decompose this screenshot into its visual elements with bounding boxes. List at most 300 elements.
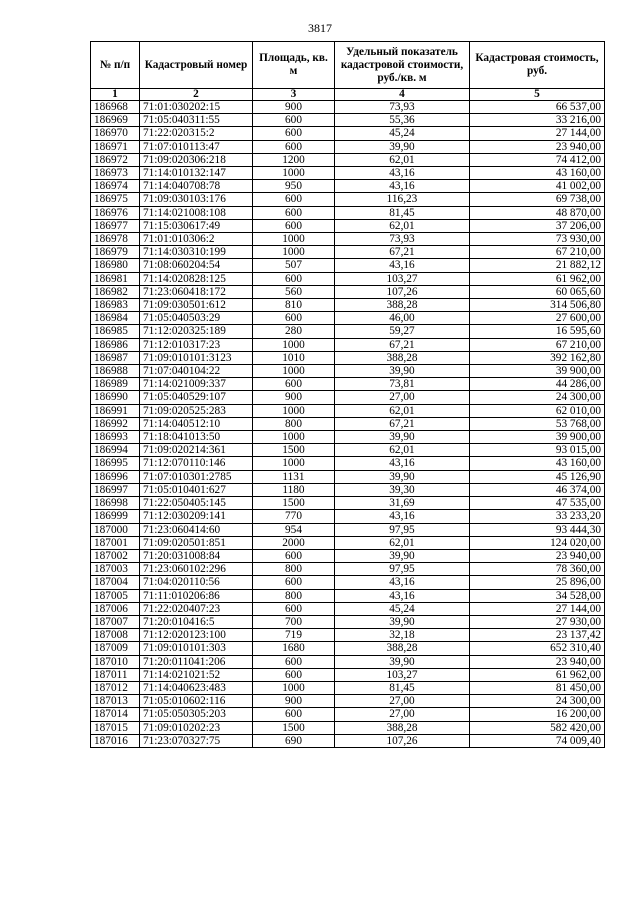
- cadastral-value: 27 600,00: [470, 312, 605, 325]
- cadastral-value: 37 206,00: [470, 219, 605, 232]
- table-row: [91, 404, 605, 417]
- cadastral-value: 33 233,20: [470, 510, 605, 523]
- cadastral-number: 71:07:010301:2785: [140, 470, 253, 483]
- specific-value: 107,26: [335, 734, 470, 747]
- row-number: 187002: [91, 549, 140, 562]
- area-value: 600: [253, 140, 335, 153]
- cadastral-value: 314 506,80: [470, 299, 605, 312]
- cadastral-number: 71:18:041013:50: [140, 431, 253, 444]
- area-value: 900: [253, 695, 335, 708]
- row-number: 186982: [91, 285, 140, 298]
- table-row: [91, 246, 605, 259]
- specific-value: 27,00: [335, 708, 470, 721]
- row-number: 187009: [91, 642, 140, 655]
- row-number: 186970: [91, 127, 140, 140]
- row-number: 187014: [91, 708, 140, 721]
- cadastral-value: 53 768,00: [470, 417, 605, 430]
- table-row: [91, 285, 605, 298]
- row-number: 186984: [91, 312, 140, 325]
- area-value: 2000: [253, 536, 335, 549]
- specific-value: 27,00: [335, 391, 470, 404]
- cadastral-number: 71:14:021021:52: [140, 668, 253, 681]
- row-number: 186978: [91, 233, 140, 246]
- cadastral-value: 23 940,00: [470, 549, 605, 562]
- cadastral-value: 652 310,40: [470, 642, 605, 655]
- area-value: 280: [253, 325, 335, 338]
- area-value: 1131: [253, 470, 335, 483]
- cadastral-value: 46 374,00: [470, 483, 605, 496]
- table-row: [91, 378, 605, 391]
- table-row: [91, 206, 605, 219]
- table-row: [91, 695, 605, 708]
- specific-value: 67,21: [335, 417, 470, 430]
- specific-value: 81,45: [335, 206, 470, 219]
- area-value: 1500: [253, 721, 335, 734]
- table-row: [91, 153, 605, 166]
- area-value: 1680: [253, 642, 335, 655]
- area-value: 1180: [253, 483, 335, 496]
- specific-value: 43,16: [335, 167, 470, 180]
- row-number: 186989: [91, 378, 140, 391]
- specific-value: 103,27: [335, 668, 470, 681]
- area-value: 810: [253, 299, 335, 312]
- table-row: [91, 167, 605, 180]
- row-number: 186993: [91, 431, 140, 444]
- area-value: 600: [253, 602, 335, 615]
- area-value: 1010: [253, 351, 335, 364]
- cadastral-value: 24 300,00: [470, 391, 605, 404]
- cadastral-number: 71:09:010101:303: [140, 642, 253, 655]
- table-row: [91, 549, 605, 562]
- specific-value: 107,26: [335, 285, 470, 298]
- specific-value: 43,16: [335, 576, 470, 589]
- cadastral-value: 67 210,00: [470, 338, 605, 351]
- cadastral-number: 71:09:030103:176: [140, 193, 253, 206]
- specific-value: 39,90: [335, 549, 470, 562]
- area-value: 1000: [253, 338, 335, 351]
- cadastral-value: 62 010,00: [470, 404, 605, 417]
- area-value: 600: [253, 206, 335, 219]
- table-row: [91, 233, 605, 246]
- header-cadastral-number: Кадастровый номер: [140, 42, 253, 89]
- cadastral-number: 71:14:040512:10: [140, 417, 253, 430]
- cadastral-number: 71:05:040529:107: [140, 391, 253, 404]
- area-value: 600: [253, 114, 335, 127]
- table-row: [91, 721, 605, 734]
- header-col-index: 2: [140, 89, 253, 101]
- cadastral-value: 582 420,00: [470, 721, 605, 734]
- table-row: [91, 391, 605, 404]
- cadastral-value: 93 015,00: [470, 444, 605, 457]
- header-col-index: 1: [91, 89, 140, 101]
- table-row: [91, 444, 605, 457]
- cadastral-value: 44 286,00: [470, 378, 605, 391]
- row-number: 186969: [91, 114, 140, 127]
- cadastral-number: 71:14:020828:125: [140, 272, 253, 285]
- table-row: [91, 312, 605, 325]
- row-number: 187000: [91, 523, 140, 536]
- cadastral-value: 61 962,00: [470, 272, 605, 285]
- table-row: [91, 497, 605, 510]
- cadastral-value: 67 210,00: [470, 246, 605, 259]
- cadastral-number: 71:12:020123:100: [140, 629, 253, 642]
- cadastral-number: 71:07:040104:22: [140, 365, 253, 378]
- cadastral-number: 71:14:040708:78: [140, 180, 253, 193]
- row-number: 187011: [91, 668, 140, 681]
- area-value: 690: [253, 734, 335, 747]
- cadastral-number: 71:05:040503:29: [140, 312, 253, 325]
- cadastral-number: 71:09:030501:612: [140, 299, 253, 312]
- row-number: 186996: [91, 470, 140, 483]
- row-number: 186999: [91, 510, 140, 523]
- specific-value: 62,01: [335, 444, 470, 457]
- cadastral-number: 71:09:020501:851: [140, 536, 253, 549]
- table-row: [91, 219, 605, 232]
- row-number: 187015: [91, 721, 140, 734]
- area-value: 1000: [253, 431, 335, 444]
- cadastral-value: 45 126,90: [470, 470, 605, 483]
- cadastral-value: 66 537,00: [470, 101, 605, 114]
- area-value: 900: [253, 101, 335, 114]
- specific-value: 39,30: [335, 483, 470, 496]
- area-value: 1000: [253, 167, 335, 180]
- specific-value: 45,24: [335, 602, 470, 615]
- header-area: Площадь, кв. м: [253, 42, 335, 89]
- cadastral-value: 78 360,00: [470, 563, 605, 576]
- cadastral-number: 71:23:060102:296: [140, 563, 253, 576]
- table-row: [91, 351, 605, 364]
- cadastral-number: 71:22:050405:145: [140, 497, 253, 510]
- area-value: 600: [253, 668, 335, 681]
- cadastral-value: 27 144,00: [470, 602, 605, 615]
- row-number: 186968: [91, 101, 140, 114]
- cadastral-number: 71:09:010101:3123: [140, 351, 253, 364]
- specific-value: 388,28: [335, 351, 470, 364]
- header-col-index: 5: [470, 89, 605, 101]
- row-number: 186980: [91, 259, 140, 272]
- row-number: 186977: [91, 219, 140, 232]
- row-number: 187003: [91, 563, 140, 576]
- table-row: [91, 431, 605, 444]
- cadastral-number: 71:20:011041:206: [140, 655, 253, 668]
- specific-value: 388,28: [335, 721, 470, 734]
- row-number: 187010: [91, 655, 140, 668]
- area-value: 600: [253, 655, 335, 668]
- cadastral-number: 71:14:030310:199: [140, 246, 253, 259]
- row-number: 186998: [91, 497, 140, 510]
- cadastral-value: 34 528,00: [470, 589, 605, 602]
- cadastral-value: 23 137,42: [470, 629, 605, 642]
- table-row: [91, 299, 605, 312]
- area-value: 1500: [253, 497, 335, 510]
- row-number: 186992: [91, 417, 140, 430]
- area-value: 719: [253, 629, 335, 642]
- table-row: [91, 272, 605, 285]
- table-row: [91, 483, 605, 496]
- cadastral-number: 71:20:031008:84: [140, 549, 253, 562]
- specific-value: 45,24: [335, 127, 470, 140]
- cadastral-number: 71:05:040311:55: [140, 114, 253, 127]
- row-number: 187006: [91, 602, 140, 615]
- area-value: 507: [253, 259, 335, 272]
- cadastral-value: 27 144,00: [470, 127, 605, 140]
- specific-value: 39,90: [335, 655, 470, 668]
- specific-value: 67,21: [335, 246, 470, 259]
- row-number: 186987: [91, 351, 140, 364]
- specific-value: 388,28: [335, 299, 470, 312]
- cadastral-value: 16 200,00: [470, 708, 605, 721]
- table-row: [91, 101, 605, 114]
- table-row: [91, 681, 605, 694]
- area-value: 1000: [253, 233, 335, 246]
- cadastral-number: 71:15:030617:49: [140, 219, 253, 232]
- row-number: 187016: [91, 734, 140, 747]
- cadastral-value: 21 882,12: [470, 259, 605, 272]
- area-value: 1000: [253, 404, 335, 417]
- cadastral-value: 24 300,00: [470, 695, 605, 708]
- cadastral-value: 39 900,00: [470, 431, 605, 444]
- header-row-number: № п/п: [91, 42, 140, 89]
- specific-value: 43,16: [335, 589, 470, 602]
- row-number: 187012: [91, 681, 140, 694]
- cadastral-number: 71:09:020525:283: [140, 404, 253, 417]
- cadastral-value: 39 900,00: [470, 365, 605, 378]
- area-value: 1000: [253, 246, 335, 259]
- area-value: 954: [253, 523, 335, 536]
- cadastral-value: 25 896,00: [470, 576, 605, 589]
- area-value: 1200: [253, 153, 335, 166]
- table-row: [91, 615, 605, 628]
- cadastral-value: 23 940,00: [470, 140, 605, 153]
- row-number: 187005: [91, 589, 140, 602]
- table-row: [91, 193, 605, 206]
- cadastral-value: 74 009,40: [470, 734, 605, 747]
- cadastral-number: 71:05:010401:627: [140, 483, 253, 496]
- cadastral-number: 71:09:020214:361: [140, 444, 253, 457]
- row-number: 186985: [91, 325, 140, 338]
- cadastral-number: 71:23:070327:75: [140, 734, 253, 747]
- cadastral-number: 71:14:010132:147: [140, 167, 253, 180]
- cadastral-value: 23 940,00: [470, 655, 605, 668]
- cadastral-value: 61 962,00: [470, 668, 605, 681]
- cadastral-value: 41 002,00: [470, 180, 605, 193]
- cadastral-number: 71:09:010202:23: [140, 721, 253, 734]
- row-number: 186991: [91, 404, 140, 417]
- table-row: [91, 114, 605, 127]
- cadastral-value-table: [90, 41, 605, 748]
- row-number: 186976: [91, 206, 140, 219]
- specific-value: 43,16: [335, 457, 470, 470]
- row-number: 186994: [91, 444, 140, 457]
- row-number: 187004: [91, 576, 140, 589]
- row-number: 186995: [91, 457, 140, 470]
- specific-value: 31,69: [335, 497, 470, 510]
- row-number: 187007: [91, 615, 140, 628]
- specific-value: 27,00: [335, 695, 470, 708]
- specific-value: 59,27: [335, 325, 470, 338]
- cadastral-number: 71:23:060414:60: [140, 523, 253, 536]
- area-value: 1000: [253, 681, 335, 694]
- row-number: 186975: [91, 193, 140, 206]
- table-row: [91, 510, 605, 523]
- cadastral-number: 71:08:060204:54: [140, 259, 253, 272]
- cadastral-number: 71:09:020306:218: [140, 153, 253, 166]
- cadastral-value: 74 412,00: [470, 153, 605, 166]
- cadastral-number: 71:05:010602:116: [140, 695, 253, 708]
- area-value: 1000: [253, 365, 335, 378]
- table-row: [91, 140, 605, 153]
- table-row: [91, 338, 605, 351]
- table-row: [91, 602, 605, 615]
- row-number: 186979: [91, 246, 140, 259]
- area-value: 600: [253, 312, 335, 325]
- specific-value: 32,18: [335, 629, 470, 642]
- cadastral-number: 71:11:010206:86: [140, 589, 253, 602]
- specific-value: 43,16: [335, 510, 470, 523]
- cadastral-number: 71:12:020325:189: [140, 325, 253, 338]
- area-value: 900: [253, 391, 335, 404]
- table-row: [91, 655, 605, 668]
- area-value: 600: [253, 378, 335, 391]
- cadastral-value: 27 930,00: [470, 615, 605, 628]
- table-row: [91, 708, 605, 721]
- specific-value: 43,16: [335, 180, 470, 193]
- specific-value: 39,90: [335, 140, 470, 153]
- area-value: 600: [253, 219, 335, 232]
- specific-value: 55,36: [335, 114, 470, 127]
- area-value: 600: [253, 708, 335, 721]
- specific-value: 103,27: [335, 272, 470, 285]
- table-row: [91, 523, 605, 536]
- specific-value: 39,90: [335, 615, 470, 628]
- table-row: [91, 536, 605, 549]
- specific-value: 97,95: [335, 523, 470, 536]
- area-value: 600: [253, 576, 335, 589]
- specific-value: 39,90: [335, 365, 470, 378]
- cadastral-value: 47 535,00: [470, 497, 605, 510]
- area-value: 800: [253, 563, 335, 576]
- specific-value: 46,00: [335, 312, 470, 325]
- cadastral-number: 71:04:020110:56: [140, 576, 253, 589]
- table-row: [91, 365, 605, 378]
- row-number: 186990: [91, 391, 140, 404]
- area-value: 800: [253, 417, 335, 430]
- cadastral-value: 16 595,60: [470, 325, 605, 338]
- area-value: 950: [253, 180, 335, 193]
- cadastral-number: 71:14:021008:108: [140, 206, 253, 219]
- specific-value: 73,81: [335, 378, 470, 391]
- header-col-index: 4: [335, 89, 470, 101]
- row-number: 186983: [91, 299, 140, 312]
- cadastral-number: 71:22:020315:2: [140, 127, 253, 140]
- area-value: 770: [253, 510, 335, 523]
- table-row: [91, 734, 605, 747]
- table-row: [91, 576, 605, 589]
- header-col-index: 3: [253, 89, 335, 101]
- table-row: [91, 563, 605, 576]
- cadastral-number: 71:01:010306:2: [140, 233, 253, 246]
- row-number: 186986: [91, 338, 140, 351]
- table-row: [91, 417, 605, 430]
- cadastral-number: 71:14:040623:483: [140, 681, 253, 694]
- table-body: [91, 101, 605, 748]
- cadastral-value: 43 160,00: [470, 167, 605, 180]
- cadastral-number: 71:12:010317:23: [140, 338, 253, 351]
- specific-value: 62,01: [335, 219, 470, 232]
- table-row: [91, 259, 605, 272]
- specific-value: 81,45: [335, 681, 470, 694]
- specific-value: 62,01: [335, 536, 470, 549]
- table-row: [91, 180, 605, 193]
- cadastral-number: 71:12:030209:141: [140, 510, 253, 523]
- area-value: 560: [253, 285, 335, 298]
- cadastral-value: 69 738,00: [470, 193, 605, 206]
- row-number: 186974: [91, 180, 140, 193]
- cadastral-number: 71:20:010416:5: [140, 615, 253, 628]
- table-row: [91, 589, 605, 602]
- cadastral-value: 60 065,60: [470, 285, 605, 298]
- row-number: 187001: [91, 536, 140, 549]
- table-row: [91, 457, 605, 470]
- row-number: 186972: [91, 153, 140, 166]
- specific-value: 62,01: [335, 153, 470, 166]
- cadastral-number: 71:01:030202:15: [140, 101, 253, 114]
- area-value: 1500: [253, 444, 335, 457]
- area-value: 600: [253, 549, 335, 562]
- table-row: [91, 325, 605, 338]
- row-number: 186988: [91, 365, 140, 378]
- cadastral-number: 71:07:010113:47: [140, 140, 253, 153]
- row-number: 187008: [91, 629, 140, 642]
- specific-value: 116,23: [335, 193, 470, 206]
- cadastral-value: 93 444,30: [470, 523, 605, 536]
- table-row: [91, 668, 605, 681]
- specific-value: 39,90: [335, 431, 470, 444]
- cadastral-value: 43 160,00: [470, 457, 605, 470]
- table-row: [91, 470, 605, 483]
- row-number: 186997: [91, 483, 140, 496]
- cadastral-value: 124 020,00: [470, 536, 605, 549]
- row-number: 186971: [91, 140, 140, 153]
- cadastral-number: 71:22:020407:23: [140, 602, 253, 615]
- table-row: [91, 127, 605, 140]
- area-value: 600: [253, 127, 335, 140]
- specific-value: 97,95: [335, 563, 470, 576]
- cadastral-number: 71:14:021009:337: [140, 378, 253, 391]
- area-value: 600: [253, 272, 335, 285]
- specific-value: 67,21: [335, 338, 470, 351]
- cadastral-value: 33 216,00: [470, 114, 605, 127]
- area-value: 600: [253, 193, 335, 206]
- specific-value: 73,93: [335, 233, 470, 246]
- specific-value: 73,93: [335, 101, 470, 114]
- cadastral-number: 71:12:070110:146: [140, 457, 253, 470]
- cadastral-value: 48 870,00: [470, 206, 605, 219]
- area-value: 800: [253, 589, 335, 602]
- page-number: 3817: [308, 21, 332, 35]
- row-number: 187013: [91, 695, 140, 708]
- area-value: 700: [253, 615, 335, 628]
- cadastral-number: 71:23:060418:172: [140, 285, 253, 298]
- header-cadastral-value: Кадастровая стоимость, руб.: [470, 42, 605, 89]
- row-number: 186981: [91, 272, 140, 285]
- area-value: 1000: [253, 457, 335, 470]
- table-header: [91, 42, 605, 101]
- cadastral-value: 81 450,00: [470, 681, 605, 694]
- table-row: [91, 642, 605, 655]
- specific-value: 43,16: [335, 259, 470, 272]
- cadastral-number: 71:05:050305:203: [140, 708, 253, 721]
